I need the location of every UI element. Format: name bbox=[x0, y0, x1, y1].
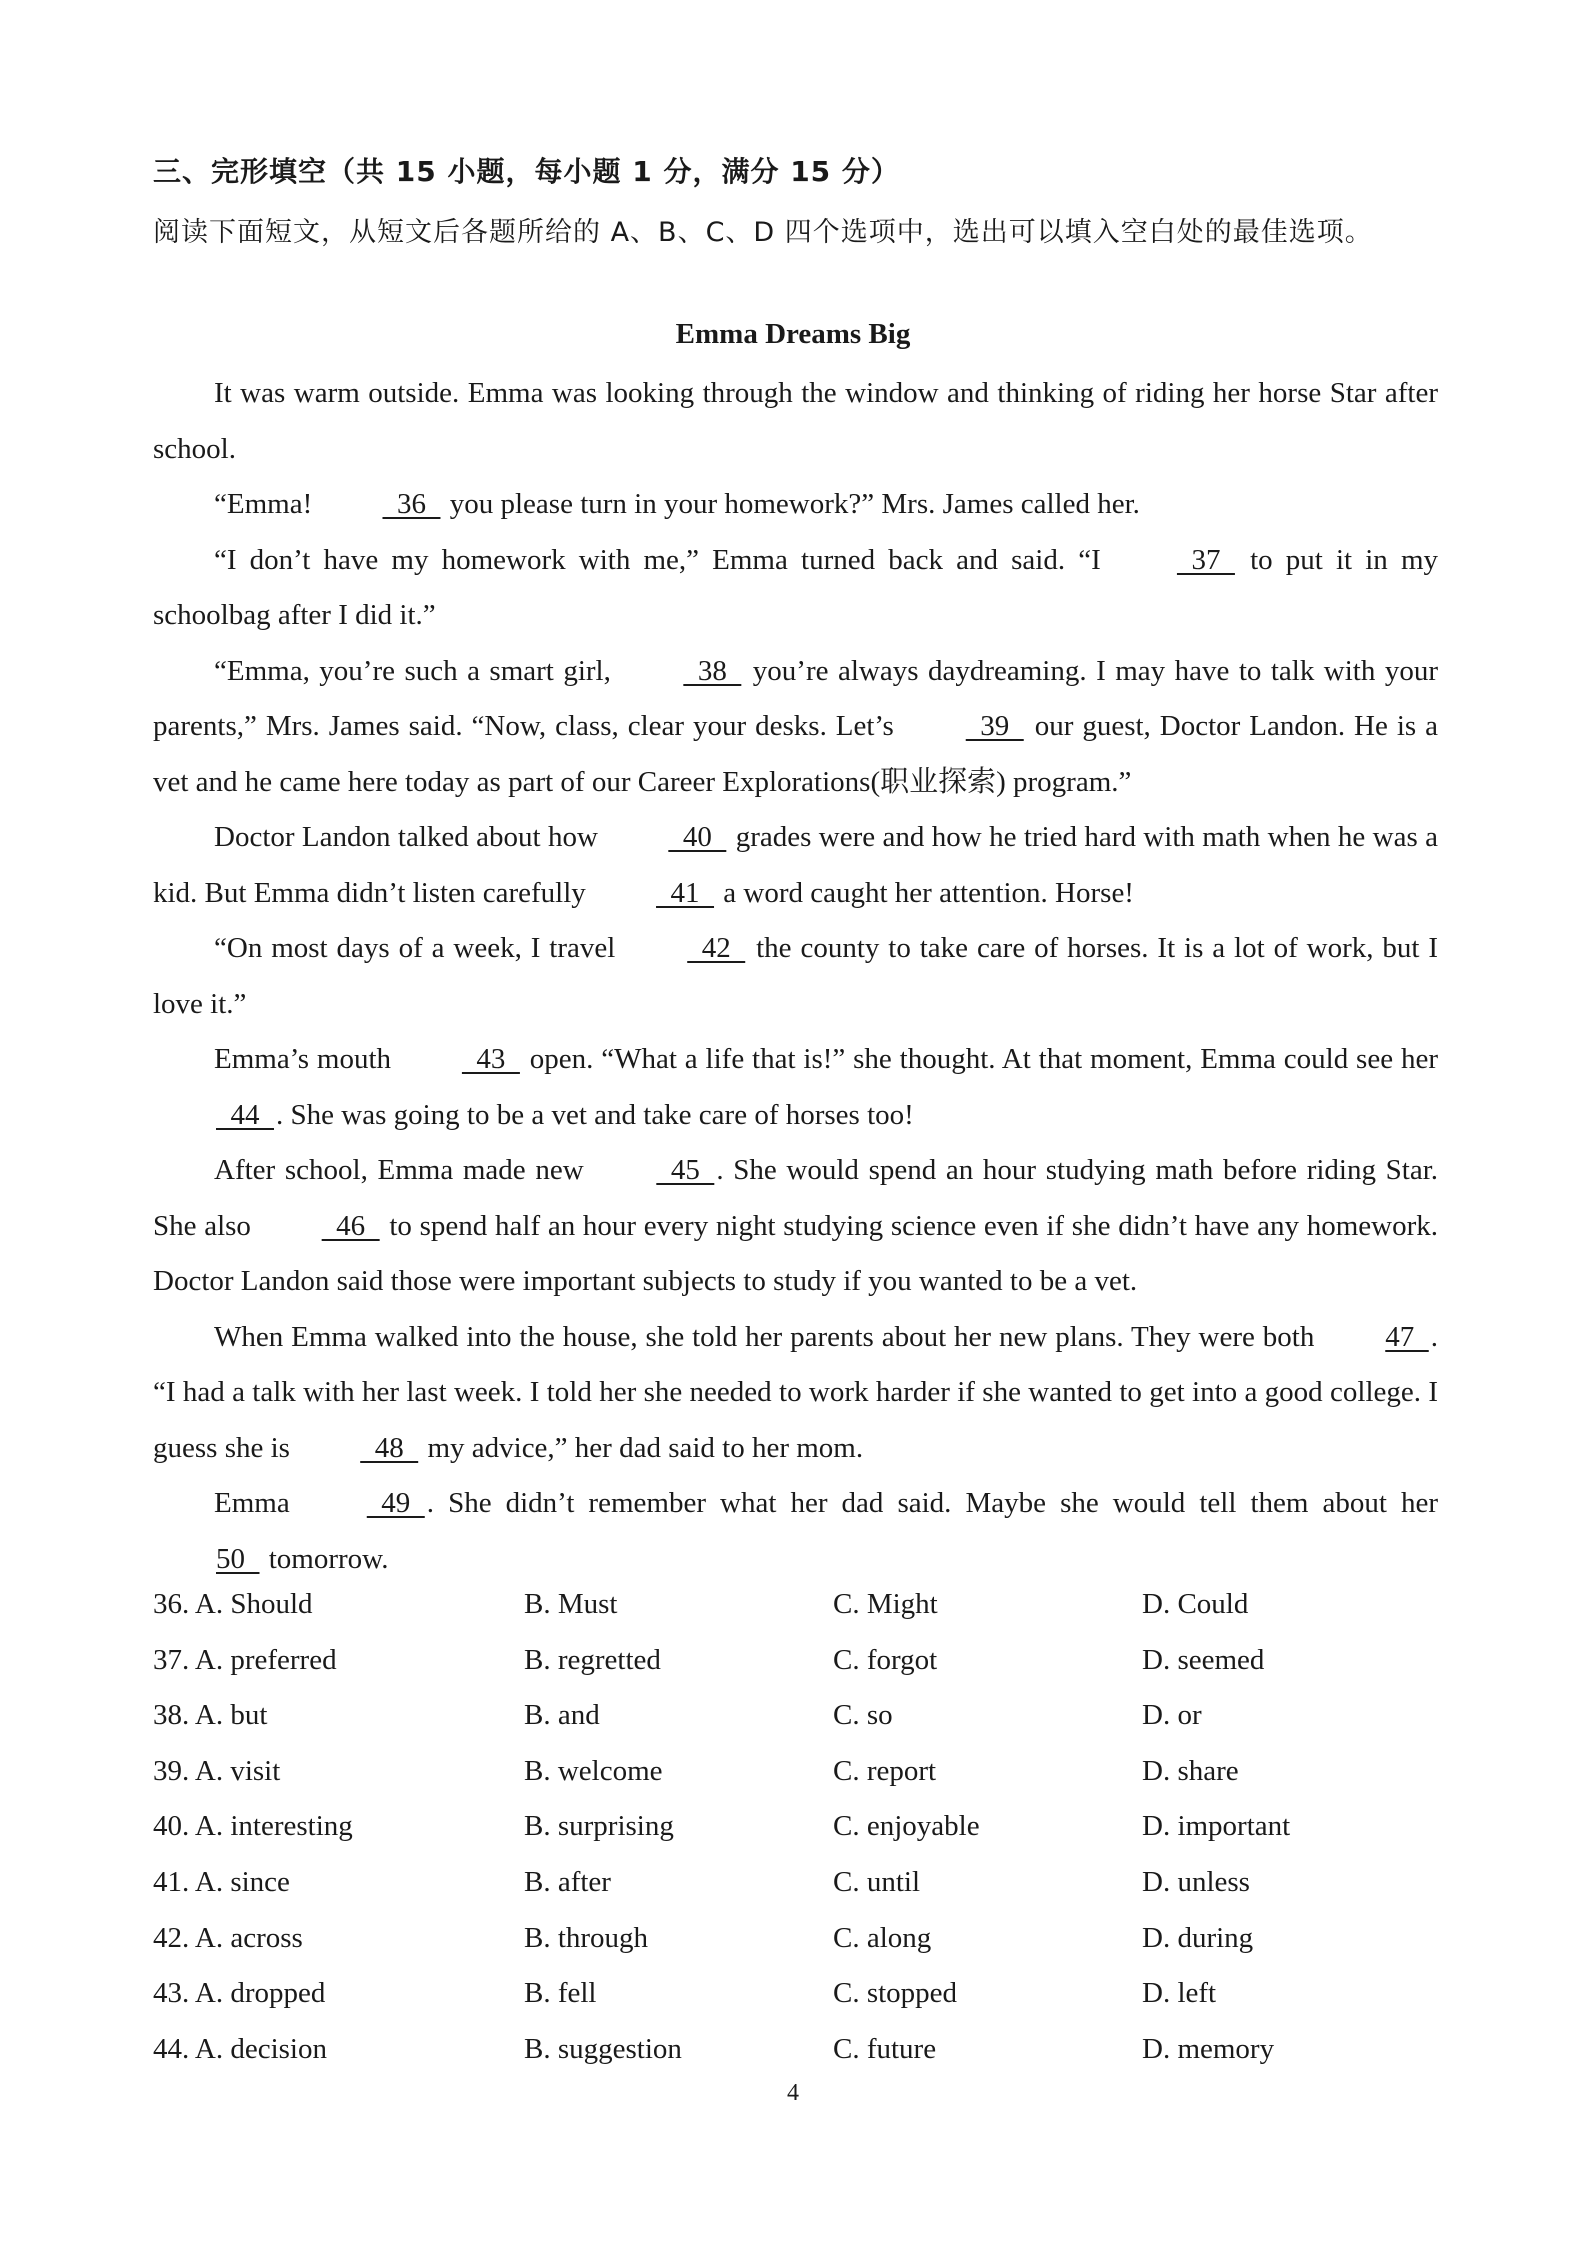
option-a: 36. A. Should bbox=[153, 1588, 313, 1620]
option-a: 44. A. decision bbox=[153, 2032, 327, 2065]
passage-paragraph bbox=[153, 1143, 1438, 1310]
option-c: C. stopped bbox=[833, 1977, 958, 2010]
option-b: B. welcome bbox=[524, 1754, 663, 1787]
answer-blank: 42 bbox=[687, 932, 746, 964]
passage-text: . She was going to be a vet and take care of horses too! bbox=[276, 1098, 914, 1131]
option-c: C. Might bbox=[833, 1588, 938, 1620]
passage-paragraph bbox=[153, 1476, 1438, 1587]
passage-text: open. “What a life that is!” she thought. At that moment, Emma could see her bbox=[521, 1043, 1438, 1075]
passage-text: It was warm outside. Emma was looking through the window and thinking of riding her horse Star after school. bbox=[153, 377, 1438, 465]
passage-paragraph bbox=[153, 533, 1438, 644]
answer-blank: 44 bbox=[216, 1098, 274, 1131]
passage-text: . She didn’t remember what her dad said. Maybe she would tell them about her bbox=[426, 1487, 1439, 1519]
option-a: 38. A. but bbox=[153, 1699, 268, 1732]
option-d: D. seemed bbox=[1142, 1643, 1265, 1676]
option-c: C. along bbox=[833, 1921, 932, 1954]
passage-paragraph bbox=[153, 644, 1438, 811]
option-b: B. surprising bbox=[524, 1810, 674, 1843]
option-b: B. through bbox=[524, 1921, 649, 1954]
answer-blank: 43 bbox=[461, 1043, 520, 1075]
passage-text: tomorrow. bbox=[261, 1542, 389, 1575]
passage-text: When Emma walked into the house, she told her parents about her new plans. They were both bbox=[214, 1320, 1323, 1353]
passage-title: Emma Dreams Big bbox=[675, 318, 911, 350]
passage-text: grades were and how he tried hard with math when he was a kid. But Emma didn’t listen carefully bbox=[153, 821, 1439, 909]
option-c: C. future bbox=[833, 2032, 937, 2065]
passage-text: to spend half an hour every night studying science even if she didn’t have any homework. Doctor Landon said those were important subjects to study if you wanted to be a vet. bbox=[153, 1209, 1438, 1297]
answer-blank: 46 bbox=[321, 1209, 380, 1242]
option-c: C. so bbox=[833, 1699, 893, 1732]
option-d: D. unless bbox=[1142, 1865, 1250, 1898]
option-c: C. enjoyable bbox=[833, 1810, 980, 1843]
answer-blank: 41 bbox=[656, 876, 715, 909]
passage-text: “Emma! bbox=[214, 488, 320, 520]
option-b: B. after bbox=[524, 1865, 611, 1898]
option-d: D. or bbox=[1142, 1699, 1202, 1732]
option-b: B. fell bbox=[524, 1977, 597, 2010]
answer-blank: 49 bbox=[366, 1487, 425, 1519]
passage-text: . “I had a talk with her last week. I told her she needed to work harder if she wanted to get into a good college. I guess she is bbox=[153, 1320, 1438, 1464]
passage-paragraph bbox=[153, 810, 1438, 921]
option-b: B. and bbox=[524, 1699, 600, 1732]
passage-text: “I don’t have my homework with me,” Emma turned back and said. “I bbox=[214, 543, 1114, 576]
answer-blank: 45 bbox=[656, 1154, 715, 1186]
passage-text: “On most days of a week, I travel bbox=[214, 932, 625, 964]
passage-paragraph bbox=[153, 1310, 1438, 1477]
question-row bbox=[153, 1977, 1438, 2033]
section-heading: 三、完形填空（共 15 小题，每小题 1 分，满分 15 分） bbox=[153, 155, 900, 188]
option-a: 37. A. preferred bbox=[153, 1643, 337, 1676]
passage-text: the county to take care of horses. It is a lot of work, but I love it.” bbox=[153, 932, 1438, 1020]
answer-blank: 48 bbox=[360, 1431, 419, 1464]
option-c: C. report bbox=[833, 1754, 937, 1787]
answer-blank: 37 bbox=[1176, 543, 1235, 576]
option-d: D. Could bbox=[1142, 1588, 1249, 1620]
answer-blank: 50 bbox=[216, 1542, 260, 1575]
passage-text: Emma’s mouth bbox=[214, 1043, 399, 1075]
passage-text: our guest, Doctor Landon. He is a vet and he came here today as part of our Career Explorations(职业探索) program.” bbox=[153, 710, 1438, 798]
passage-paragraph bbox=[153, 1032, 1438, 1143]
passage-text: to put it in my schoolbag after I did it.” bbox=[153, 543, 1439, 631]
option-d: D. important bbox=[1142, 1810, 1291, 1843]
passage-paragraph bbox=[153, 921, 1438, 1032]
passage-paragraph bbox=[153, 366, 1438, 477]
passage-text: you’re always daydreaming. I may have to talk with your parents,” Mrs. James said. “Now, class, clear your desks. Let’s bbox=[153, 654, 1438, 742]
option-d: D. left bbox=[1142, 1977, 1217, 2010]
section-instructions: 阅读下面短文，从短文后各题所给的 A、B、C、D 四个选项中，选出可以填入空白处的最佳选项。 bbox=[153, 217, 1373, 248]
option-b: B. suggestion bbox=[524, 2032, 682, 2065]
option-a: 43. A. dropped bbox=[153, 1977, 326, 2010]
answer-options bbox=[153, 1588, 1438, 2088]
page-number: 4 bbox=[787, 2080, 799, 2106]
passage-text: After school, Emma made new bbox=[214, 1154, 594, 1186]
option-b: B. Must bbox=[524, 1588, 618, 1620]
question-row bbox=[153, 1644, 1438, 1700]
passage-text: my advice,” her dad said to her mom. bbox=[420, 1431, 864, 1464]
question-row bbox=[153, 1588, 1438, 1644]
passage-text: . She would spend an hour studying math before riding Star. She also bbox=[153, 1154, 1439, 1242]
passage-text: “Emma, you’re such a smart girl, bbox=[214, 654, 621, 687]
passage-paragraph bbox=[153, 477, 1438, 533]
passage-body bbox=[153, 366, 1438, 1587]
question-row bbox=[153, 1810, 1438, 1866]
option-d: D. share bbox=[1142, 1754, 1239, 1787]
option-a: 40. A. interesting bbox=[153, 1810, 353, 1843]
answer-blank: 40 bbox=[668, 821, 727, 853]
question-row bbox=[153, 1922, 1438, 1978]
answer-blank: 38 bbox=[683, 654, 742, 687]
option-d: D. memory bbox=[1142, 2032, 1275, 2065]
option-a: 39. A. visit bbox=[153, 1754, 281, 1787]
question-row bbox=[153, 1699, 1438, 1755]
passage-text: you please turn in your homework?” Mrs. James called her. bbox=[442, 488, 1140, 520]
answer-blank: 47 bbox=[1385, 1320, 1429, 1353]
passage-text: Doctor Landon talked about how bbox=[214, 821, 606, 853]
question-row bbox=[153, 1755, 1438, 1811]
question-row bbox=[153, 1866, 1438, 1922]
option-b: B. regretted bbox=[524, 1643, 661, 1676]
option-a: 42. A. across bbox=[153, 1921, 303, 1954]
answer-blank: 39 bbox=[965, 710, 1024, 742]
passage-text: a word caught her attention. Horse! bbox=[716, 876, 1134, 909]
passage-text: Emma bbox=[214, 1487, 304, 1519]
answer-blank: 36 bbox=[382, 488, 441, 520]
option-d: D. during bbox=[1142, 1921, 1254, 1954]
option-c: C. forgot bbox=[833, 1643, 938, 1676]
option-c: C. until bbox=[833, 1865, 921, 1898]
option-a: 41. A. since bbox=[153, 1865, 290, 1898]
